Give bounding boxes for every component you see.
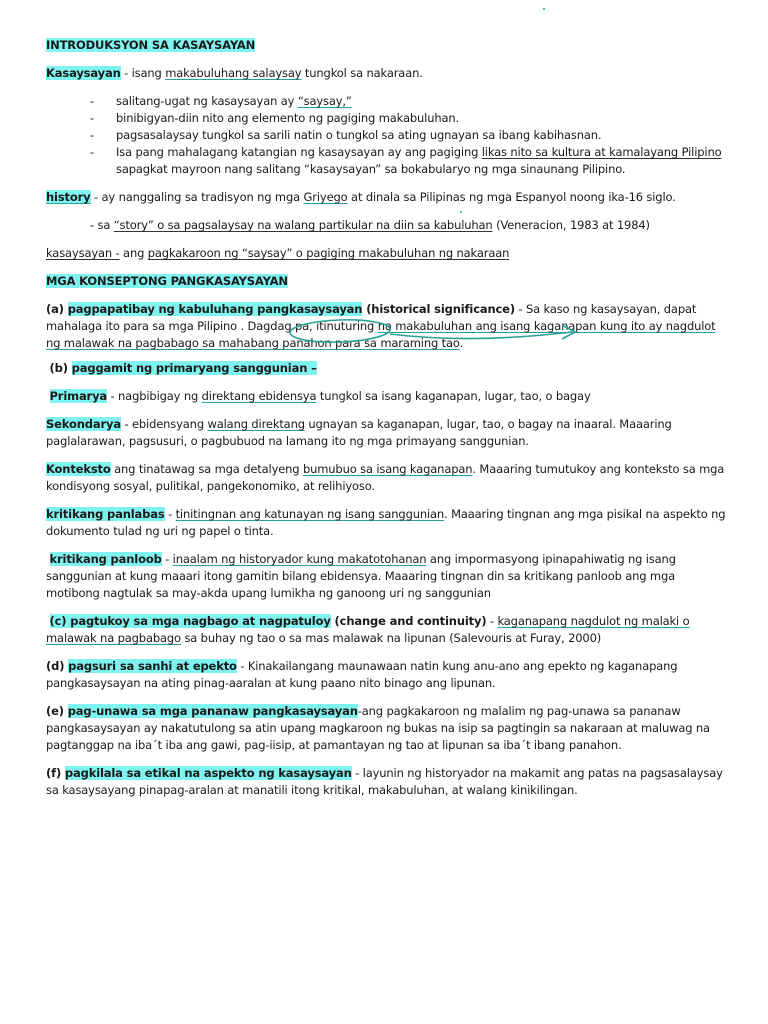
kasaysayan-bullet-list [46, 93, 726, 178]
list-item: - binibigyan-diin nito ang elemento ng pagiging makabuluhan. [90, 110, 726, 127]
heading-mga-konsepto: MGA KONSEPTONG PANGKASAYSAYAN [46, 274, 288, 288]
heading-introduksyon: INTRODUKSYON SA KASAYSAYAN [46, 38, 256, 52]
konteksto-definition: Konteksto ang tinatawag sa mga detalyeng bumubuo sa isang kaganapan. Maaaring tumutukoy ang konteksto sa mga kondisyong sosyal, pulitikal, pangekonomiko, at relihiyoso. [46, 462, 725, 493]
sekondarya-definition: Sekondarya - ebidensyang walang direktang ugnayan sa kaganapan, lugar, tao, o bagay na inaaral. Maaaring paglalarawan, pagsusuri, o pagbubuod na lamang ito ng mga primayang sanggunian. [46, 417, 672, 448]
concept-e: (e) pag-unawa sa mga pananaw pangkasaysayan-ang pagkakaroon ng malalim ng pag-unawa sa pananaw pangkasaysayan ay nakatutulong sa atin upang magkaroon ng bukas na isip sa pagtingin sa nakaraan at maluwag na pagtanggap na iba´t iba ang gawi, pag-iisip, at pamantayan ng tao at lipunan sa iba´t ibang panahon. [46, 704, 710, 752]
primarya-definition: Primarya - nagbibigay ng direktang ebidensya tungkol sa isang kaganapan, lugar, tao, o bagay [49, 389, 591, 403]
concept-d: (d) pagsuri sa sanhi at epekto - Kinakailangang maunawaan natin kung anu-ano ang epekto ng kaganapang pangkasaysayan na ating pinag-aaralan at kung paano nito binago ang lipunan. [46, 659, 678, 690]
story-line: - sa “story” o sa pagsalaysay na walang partikular na diin sa kabuluhan (Veneracion, 1983 at 1984) [90, 218, 650, 232]
kritikang-panlabas-definition: kritikang panlabas - tinitingnan ang katunayan ng isang sanggunian. Maaaring tingnan ang mga pisikal na aspekto ng dokumento tulad ng uri ng papel o tinta. [46, 507, 726, 538]
kasaysayan-saysay-definition: kasaysayan - ang pagkakaroon ng “saysay” o pagiging makabuluhan ng nakaraan [46, 246, 510, 260]
kritikang-panloob-definition: kritikang panloob - inaalam ng historyador kung makatotohanan ang impormasyong ipinapahiwatig ng isang sanggunian at kung maaari itong gamitin bilang ebidensya. Maaaring tingnan din sa kritikang panloob ang mga motibong nagtulak sa may-akda upang lumikha ng ganoong uri ng sanggunian [46, 552, 676, 600]
concept-a: (a) pagpapatibay ng kabuluhang pangkasaysayan (historical significance) - Sa kaso ng kasaysayan, dapat mahalaga ito para sa mga Pilipino . Dagdag pa, itinuturing na makabuluhan ang isang kaganapan kung ito ay nagdulot ng malawak na pagbabago sa mahabang panahon para sa maraming tao. [46, 302, 716, 350]
concept-f: (f) pagkilala sa etikal na aspekto ng kasaysayan - layunin ng historyador na makamit ang patas na pagsasalaysay sa kasaysayang pinapag-aralan at manatili itong kritikal, makabuluhan, at walang kinikilingan. [46, 766, 723, 797]
document-page [46, 37, 726, 799]
list-item: - pagsasalaysay tungkol sa sarili natin o tungkol sa ating ugnayan sa ibang kabihasnan. [90, 127, 726, 144]
list-item: - Isa pang mahalagang katangian ng kasaysayan ay ang pagiging likas nito sa kultura at kamalayang Pilipino sapagkat mayroon nang salitang “kasaysayan” sa bokabularyo ng mga sinaunang Pilipino. [90, 144, 726, 178]
list-item: - salitang-ugat ng kasaysayan ay “saysay,” [90, 93, 726, 110]
history-definition: history - ay nanggaling sa tradisyon ng mga Griyego at dinala sa Pilipinas ng mga Espanyol noong ika-16 siglo. [46, 190, 676, 204]
stray-mark [460, 211, 462, 213]
stray-mark [543, 8, 545, 10]
kasaysayan-definition: Kasaysayan - isang makabuluhang salaysay tungkol sa nakaraan. [46, 66, 423, 80]
concept-b: (b) paggamit ng primaryang sanggunian – [49, 361, 317, 375]
concept-c: (c) pagtukoy sa mga nagbago at nagpatuloy (change and continuity) - kaganapang nagdulot ng malaki o malawak na pagbabago sa buhay ng tao o sa mas malawak na lipunan (Salevouris at Furay, 2000) [46, 614, 690, 645]
